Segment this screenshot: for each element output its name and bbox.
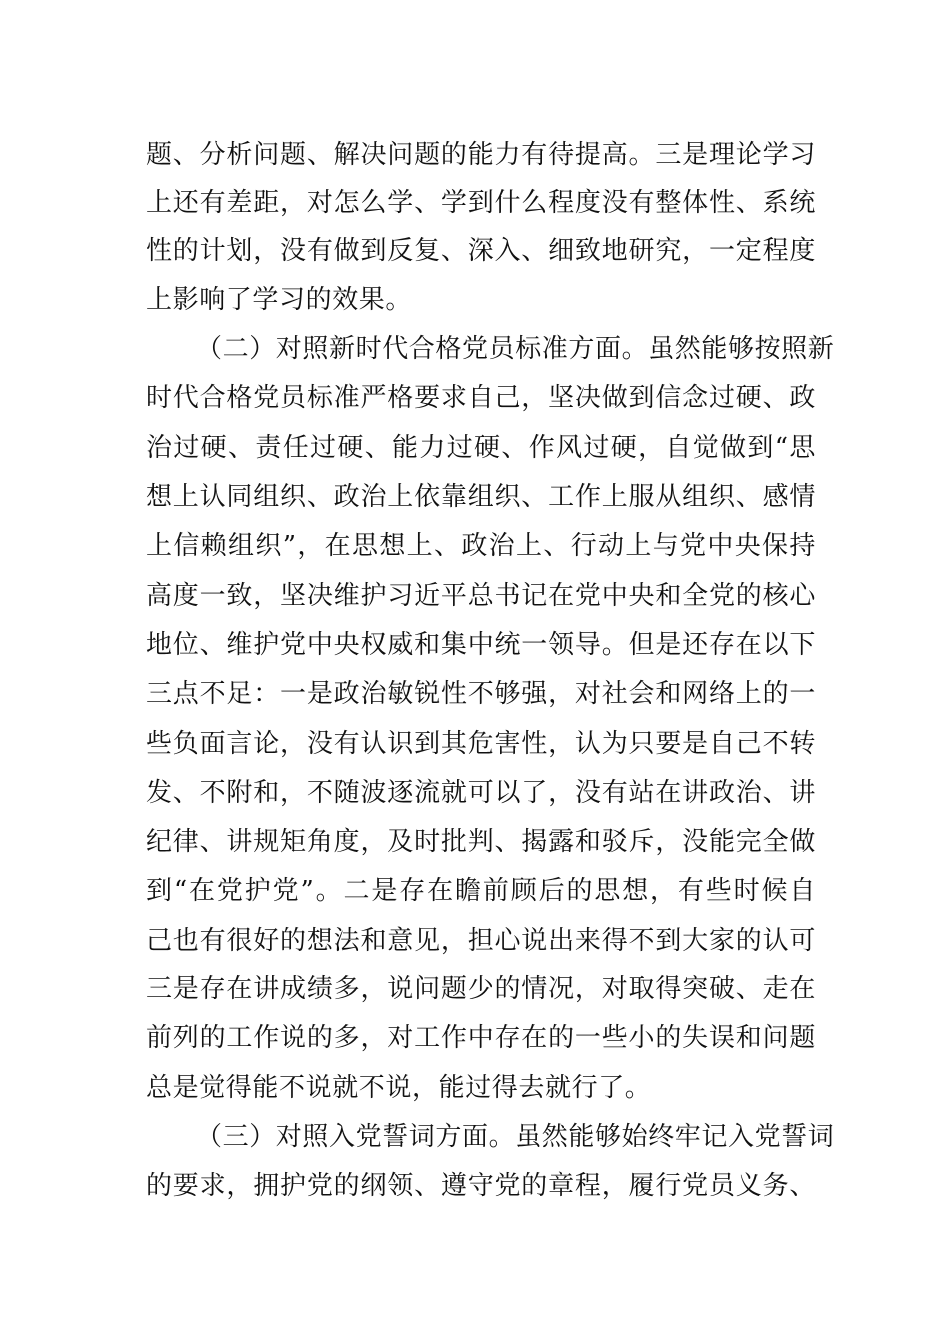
text-line: 高度一致，坚决维护习近平总书记在党中央和全党的核心	[146, 581, 816, 611]
text-line: 些负面言论，没有认识到其危害性，认为只要是自己不转	[146, 729, 816, 759]
text-line: 地位、维护党中央权威和集中统一领导。但是还存在以下	[146, 630, 816, 660]
text-line: 己也有很好的想法和意见，担心说出来得不到大家的认可	[146, 926, 816, 956]
text-line: 上影响了学习的效果。	[146, 285, 413, 315]
text-line: 发、不附和，不随波逐流就可以了，没有站在讲政治、讲	[146, 778, 816, 808]
text-line: 到“在党护党”。二是存在瞻前顾后的思想，有些时候自	[146, 876, 816, 906]
text-line: 治过硬、责任过硬、能力过硬、作风过硬，自觉做到“思	[146, 433, 816, 463]
text-line: 三是存在讲成绩多，说问题少的情况，对取得突破、走在	[146, 974, 816, 1004]
text-line: 总是觉得能不说就不说，能过得去就行了。	[146, 1073, 652, 1103]
text-line: 的要求，拥护党的纲领、遵守党的章程，履行党员义务、	[146, 1171, 816, 1201]
text-line: 上信赖组织”，在思想上、政治上、行动上与党中央保持	[146, 531, 816, 561]
text-line: 性的计划，没有做到反复、深入、细致地研究，一定程度	[146, 236, 816, 266]
text-line: 三点不足：一是政治敏锐性不够强，对社会和网络上的一	[146, 679, 816, 709]
text-line: 想上认同组织、政治上依靠组织、工作上服从组织、感情	[146, 482, 816, 512]
paragraph-heading-line: （三）对照入党誓词方面。虽然能够始终牢记入党誓词	[196, 1122, 835, 1152]
text-line: 时代合格党员标准严格要求自己，坚决做到信念过硬、政	[146, 383, 816, 413]
text-line: 前列的工作说的多，对工作中存在的一些小的失误和问题	[146, 1023, 816, 1053]
text-line: 纪律、讲规矩角度，及时批判、揭露和驳斥，没能完全做	[146, 827, 816, 857]
text-line: 上还有差距，对怎么学、学到什么程度没有整体性、系统	[146, 188, 816, 218]
text-line: 题、分析问题、解决问题的能力有待提高。三是理论学习	[146, 140, 816, 170]
paragraph-heading-line: （二）对照新时代合格党员标准方面。虽然能够按照新	[196, 334, 835, 364]
